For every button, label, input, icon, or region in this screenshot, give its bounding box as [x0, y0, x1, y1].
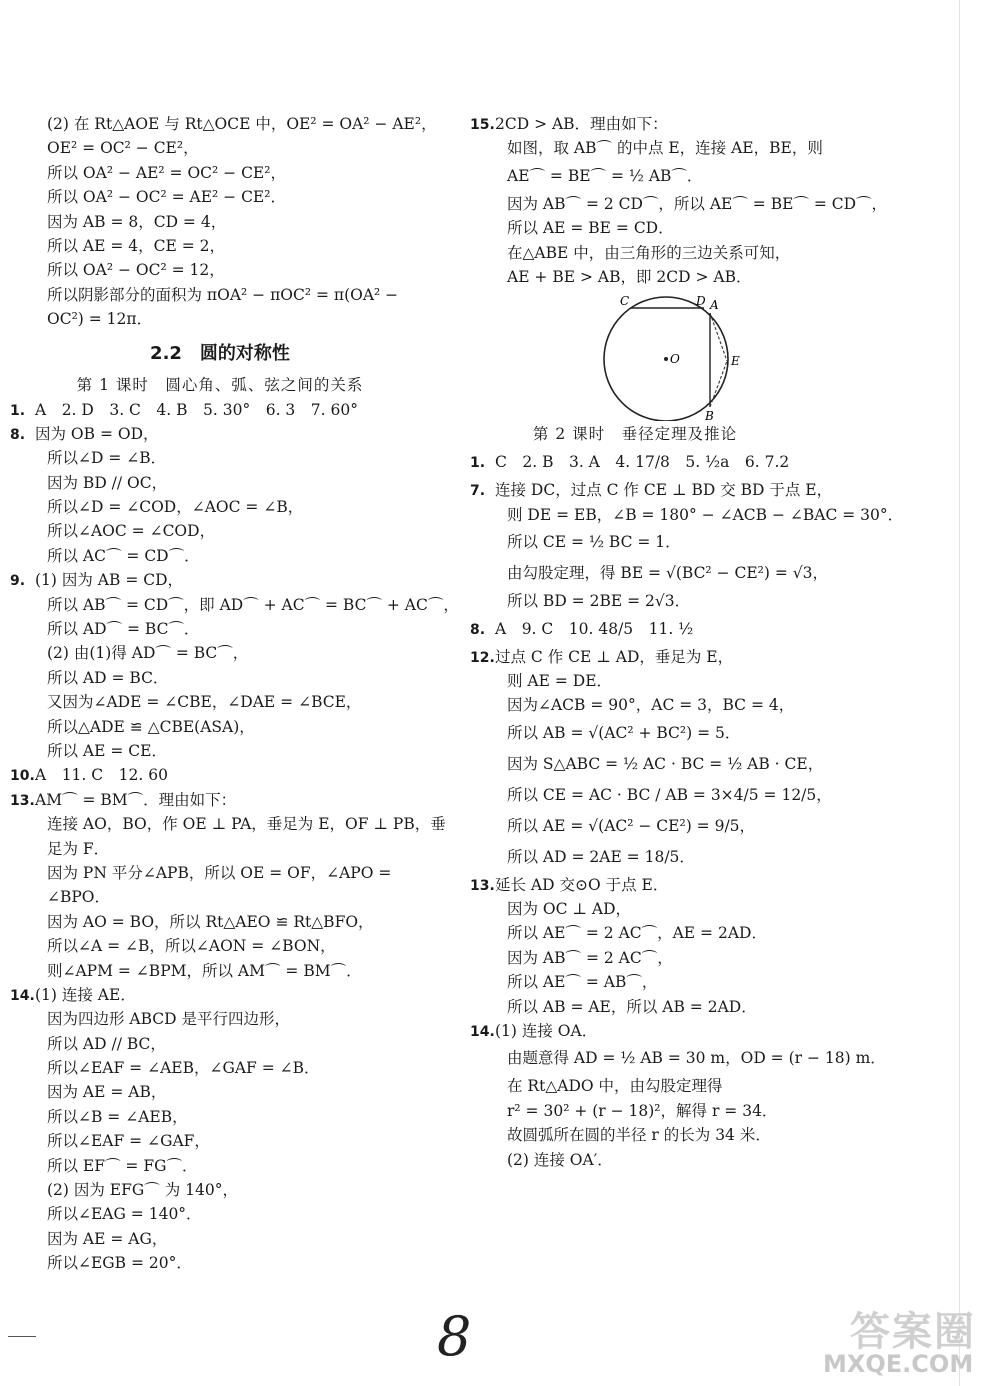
answer-line — [10, 837, 430, 861]
item-number: 7. — [470, 483, 486, 500]
label-c: C — [620, 294, 630, 309]
item-number: 8. — [10, 426, 26, 443]
line-text: 在 Rt△ADO 中，由勾股定理得 — [507, 1077, 723, 1096]
answer-line — [10, 519, 430, 543]
line-text: 则 AE = DE． — [507, 671, 613, 690]
answer-line — [470, 558, 829, 589]
line-text: 所以 OA² − OC² = AE² − CE²． — [47, 188, 286, 207]
line-text: 因为四边形 ABCD 是平行四边形， — [47, 1010, 291, 1029]
line-text: OE² = OC² − CE²， — [47, 139, 199, 158]
footer-dash — [8, 1336, 36, 1337]
answer-line — [470, 811, 800, 842]
line-text: 则∠APM = ∠BPM，所以 AM⌒ = BM⌒． — [47, 961, 362, 980]
answer-line — [10, 885, 430, 909]
line-text: AE⌒ = BE⌒ = ½ AB⌒． — [507, 166, 703, 185]
answer-line — [470, 718, 800, 749]
answer-line — [10, 861, 430, 885]
right-column-top — [470, 112, 888, 289]
answer-line — [10, 617, 430, 641]
line-text: 所以 AC⌒ = CD⌒． — [47, 546, 200, 565]
answer-line — [470, 589, 800, 613]
line-text: 所以 OA² − OC² = 12， — [47, 261, 225, 280]
answer-line — [10, 307, 430, 331]
line-text: 延长 AD 交⊙O 于点 E． — [495, 875, 669, 894]
item-number: 15. — [470, 117, 495, 133]
line-text: 所以 BD = 2BE = 2√3． — [507, 592, 691, 611]
line-text: 连接 DC，过点 C 作 CE ⊥ BD 交 BD 于点 E， — [495, 481, 833, 500]
item-number: 12. — [470, 649, 495, 666]
answer-line — [470, 1148, 800, 1172]
answer-line — [10, 112, 437, 136]
answer-line — [470, 970, 800, 994]
item-number: 9. — [10, 573, 26, 590]
item-number: 13. — [10, 792, 35, 809]
line-text: 因为 PN 平分∠APB，所以 OE = OF，∠APO = — [47, 863, 392, 882]
line-text: 如图，取 AB⌒ 的中点 E，连接 AE，BE，则 — [507, 139, 823, 158]
line-text: 所以∠D = ∠COD，∠AOC = ∠B， — [47, 498, 304, 517]
line-text: 所以阴影部分的面积为 πOA² − πOC² = π(OA² − — [47, 285, 399, 304]
line-text: 所以∠EAF = ∠GAF， — [47, 1132, 210, 1151]
answer-line — [470, 842, 800, 873]
page-number: 8 — [437, 1305, 472, 1368]
answer-line — [10, 210, 430, 234]
answer-item — [10, 568, 430, 592]
line-text: 所以 AE = BE = CD． — [507, 219, 674, 238]
answer-line — [470, 1074, 800, 1098]
answer-line — [10, 1154, 430, 1178]
line-text: 所以 AE⌒ = 2 AC⌒，AE = 2AD． — [507, 924, 767, 943]
line-text: 所以 AE = √(AC² − CE²) = 9/5， — [507, 816, 756, 835]
answer-line — [470, 897, 800, 921]
answer-line — [470, 1043, 886, 1074]
answer-line — [10, 1202, 430, 1226]
lesson-title: 第 2 课时 垂径定理及推论 — [532, 425, 738, 444]
line-text: 所以 OA² − AE² = OC² − CE²， — [47, 163, 286, 182]
line-text: 因为 AB⌒ = 2 AC⌒， — [507, 948, 673, 967]
answer-line — [10, 934, 430, 958]
answer-line — [10, 544, 430, 568]
answer-line — [470, 192, 888, 216]
line-text: 因为 AB = 8，CD = 4， — [47, 212, 227, 231]
answer-line — [10, 161, 430, 185]
answer-line — [470, 527, 800, 558]
answer-line — [10, 1105, 430, 1129]
answer-line — [10, 446, 430, 470]
answer-item — [10, 763, 430, 787]
line-text: OC²) = 12π． — [47, 310, 153, 329]
line-text: 因为 AE = AB， — [47, 1083, 167, 1102]
line-text: 因为 AE = AG， — [47, 1229, 168, 1248]
section-title: 2.2 圆的对称性 — [150, 342, 290, 364]
center-o — [664, 357, 668, 361]
line-text: (1) 因为 AB = CD， — [35, 571, 184, 590]
line-text: 所以 AD // BC， — [47, 1034, 166, 1053]
answer-line — [10, 739, 430, 763]
line-text: 所以 EF⌒ = FG⌒． — [47, 1156, 198, 1175]
line-text: 足为 F． — [47, 839, 110, 858]
item-number: 1. — [470, 455, 486, 472]
line-text: 所以 AB = AE，所以 AB = 2AD． — [507, 997, 757, 1016]
page-edge — [959, 0, 960, 1386]
answer-line — [470, 995, 800, 1019]
answer-line — [10, 136, 430, 160]
answer-item — [10, 788, 430, 812]
answer-line — [470, 161, 800, 192]
answer-line — [10, 1032, 430, 1056]
line-text: 所以∠A = ∠B，所以∠AON = ∠BON， — [47, 937, 336, 956]
answer-line — [10, 1129, 430, 1153]
line-text: 连接 AO，BO，作 OE ⊥ PA，垂足为 E，OF ⊥ PB，垂 — [47, 815, 446, 834]
line-text: A 11. C 12. 60 — [35, 766, 168, 785]
label-e: E — [731, 354, 740, 369]
answer-line — [10, 1056, 430, 1080]
line-text: 过点 C 作 CE ⊥ AD，垂足为 E， — [495, 647, 734, 666]
line-text: 所以 CE = ½ BC = 1． — [507, 533, 681, 552]
answer-line — [10, 1251, 430, 1275]
label-d: D — [696, 294, 706, 309]
watermark-url: MXQE.COM — [823, 1350, 974, 1378]
answer-line — [10, 283, 430, 307]
line-text: r² = 30² + (r − 18)²，解得 r = 34． — [507, 1101, 778, 1120]
answer-line — [10, 666, 430, 690]
line-text: 由勾股定理，得 BE = √(BC² − CE²) = √3， — [507, 564, 829, 583]
line-text: 因为 BD // OC， — [47, 473, 168, 492]
line-text: A 9. C 10. 48/5 11. ½ — [495, 619, 694, 638]
answer-line — [470, 503, 904, 527]
line-text: 所以 AB = √(AC² + BC²) = 5． — [507, 723, 741, 742]
label-a: A — [710, 298, 719, 313]
answer-item — [10, 983, 430, 1007]
lesson-title: 第 1 课时 圆心角、弧、弦之间的关系 — [76, 375, 364, 394]
answer-line — [10, 959, 430, 983]
line-text: 所以∠EAF = ∠AEB，∠GAF = ∠B． — [47, 1059, 320, 1078]
item-number: 8. — [470, 621, 486, 638]
answer-item — [470, 645, 800, 669]
segment-be — [710, 361, 727, 407]
answer-line — [470, 241, 800, 265]
answer-line — [470, 693, 800, 717]
circle-figure — [470, 289, 800, 421]
left-column — [10, 112, 459, 1276]
watermark-logo: 答案圈 — [850, 1309, 976, 1355]
line-text: (2) 因为 EFG⌒ 为 140°， — [47, 1181, 238, 1200]
answer-line — [10, 715, 430, 739]
line-text: 所以 AD = 2AE = 18/5． — [507, 847, 695, 866]
answer-line — [10, 690, 430, 714]
line-text: 所以 AB⌒ = CD⌒，即 AD⌒ + AC⌒ = BC⌒ + AC⌒， — [47, 595, 459, 614]
answer-line — [10, 593, 459, 617]
line-text: 所以∠AOC = ∠COD， — [47, 522, 216, 541]
answer-line — [470, 749, 824, 780]
answer-line — [470, 669, 800, 693]
line-text: (2) 在 Rt△AOE 与 Rt△OCE 中，OE² = OA² − AE²， — [47, 115, 437, 133]
answer-line — [470, 265, 800, 289]
answer-line — [10, 234, 430, 258]
answer-line — [10, 1080, 430, 1104]
label-b: B — [705, 409, 714, 422]
answer-line — [470, 216, 800, 240]
answer-line — [470, 921, 800, 945]
line-text: 所以∠B = ∠AEB， — [47, 1107, 188, 1126]
line-text: (1) 连接 AE． — [35, 985, 136, 1004]
label-o: O — [670, 352, 680, 367]
answer-line — [10, 495, 430, 519]
item-number: 13. — [470, 877, 495, 894]
line-text: A 2. D 3. C 4. B 5. 30° 6. 3 7. 60° — [35, 400, 358, 419]
answer-item — [470, 112, 800, 136]
right-column — [470, 112, 904, 1172]
answer-line — [470, 946, 800, 970]
line-text: (2) 由(1)得 AD⌒ = BC⌒， — [47, 644, 249, 663]
answer-item — [10, 398, 430, 422]
line-text: 因为 OB = OD， — [35, 424, 159, 443]
line-text: 所以∠D = ∠B． — [47, 449, 167, 468]
answer-line — [10, 641, 430, 665]
line-text: 所以△ADE ≌ △CBE(ASA)， — [47, 717, 255, 736]
line-text: AE + BE > AB，即 2CD > AB． — [507, 267, 752, 286]
line-text: (1) 连接 OA． — [495, 1022, 598, 1041]
line-text: AM⌒ = BM⌒．理由如下： — [35, 790, 237, 809]
line-text: 2CD > AB．理由如下： — [495, 115, 668, 133]
line-text: 又因为∠ADE = ∠CBE，∠DAE = ∠BCE， — [47, 693, 362, 712]
line-text: 所以 AD = BC． — [47, 668, 169, 687]
answer-item — [470, 873, 800, 897]
line-text: 由题意得 AD = ½ AB = 30 m，OD = (r − 18) m． — [507, 1049, 886, 1068]
line-text: 因为 AB⌒ = 2 CD⌒，所以 AE⌒ = BE⌒ = CD⌒， — [507, 194, 888, 213]
answer-item — [470, 478, 833, 502]
answer-line — [470, 1123, 800, 1147]
item-number: 14. — [10, 987, 35, 1004]
answer-line — [10, 1007, 430, 1031]
answer-item — [470, 1019, 800, 1043]
answer-line — [10, 812, 446, 836]
answer-line — [470, 1099, 800, 1123]
line-text: 所以 AD⌒ = BC⌒． — [47, 620, 200, 639]
line-text: 故圆弧所在圆的半径 r 的长为 34 米． — [507, 1126, 771, 1145]
item-number: 10. — [10, 768, 35, 785]
line-text: 则 DE = EB，∠B = 180° − ∠ACB − ∠BAC = 30°． — [507, 505, 904, 524]
answer-line — [10, 185, 430, 209]
answer-line — [470, 780, 832, 811]
answer-line — [10, 910, 430, 934]
right-column-bottom — [470, 421, 904, 1172]
answer-item — [10, 422, 430, 446]
line-text: (2) 连接 OA′． — [507, 1150, 613, 1169]
answer-line — [10, 1178, 430, 1202]
answer-line — [10, 1227, 430, 1251]
line-text: 因为 S△ABC = ½ AC · BC = ½ AB · CE， — [507, 754, 824, 773]
item-number: 14. — [470, 1024, 495, 1041]
answer-line — [470, 136, 823, 160]
line-text: 所以 AE = 4，CE = 2， — [47, 236, 226, 255]
answer-item — [470, 614, 800, 645]
answer-line — [10, 471, 430, 495]
line-text: 因为 AO = BO，所以 Rt△AEO ≌ Rt△BFO， — [47, 912, 374, 931]
line-text: 在△ABE 中，由三角形的三边关系可知， — [507, 243, 791, 262]
line-text: 所以 AE = CE． — [47, 741, 167, 760]
line-text: 所以∠EAG = 140°． — [47, 1205, 202, 1224]
line-text: ∠BPO． — [47, 888, 111, 907]
line-text: 所以∠EGB = 20°． — [47, 1254, 192, 1273]
line-text: 因为∠ACB = 90°，AC = 3，BC = 4， — [507, 696, 795, 715]
item-number: 1. — [10, 402, 26, 419]
line-text: 所以 CE = AC · BC / AB = 3×4/5 = 12/5， — [507, 785, 832, 804]
answer-line — [10, 258, 430, 282]
line-text: 所以 AE⌒ = AB⌒， — [507, 973, 658, 992]
answer-item — [470, 447, 800, 478]
line-text: 因为 OC ⊥ AD， — [507, 900, 632, 919]
line-text: C 2. B 3. A 4. 17/8 5. ½a 6. 7.2 — [495, 453, 790, 472]
